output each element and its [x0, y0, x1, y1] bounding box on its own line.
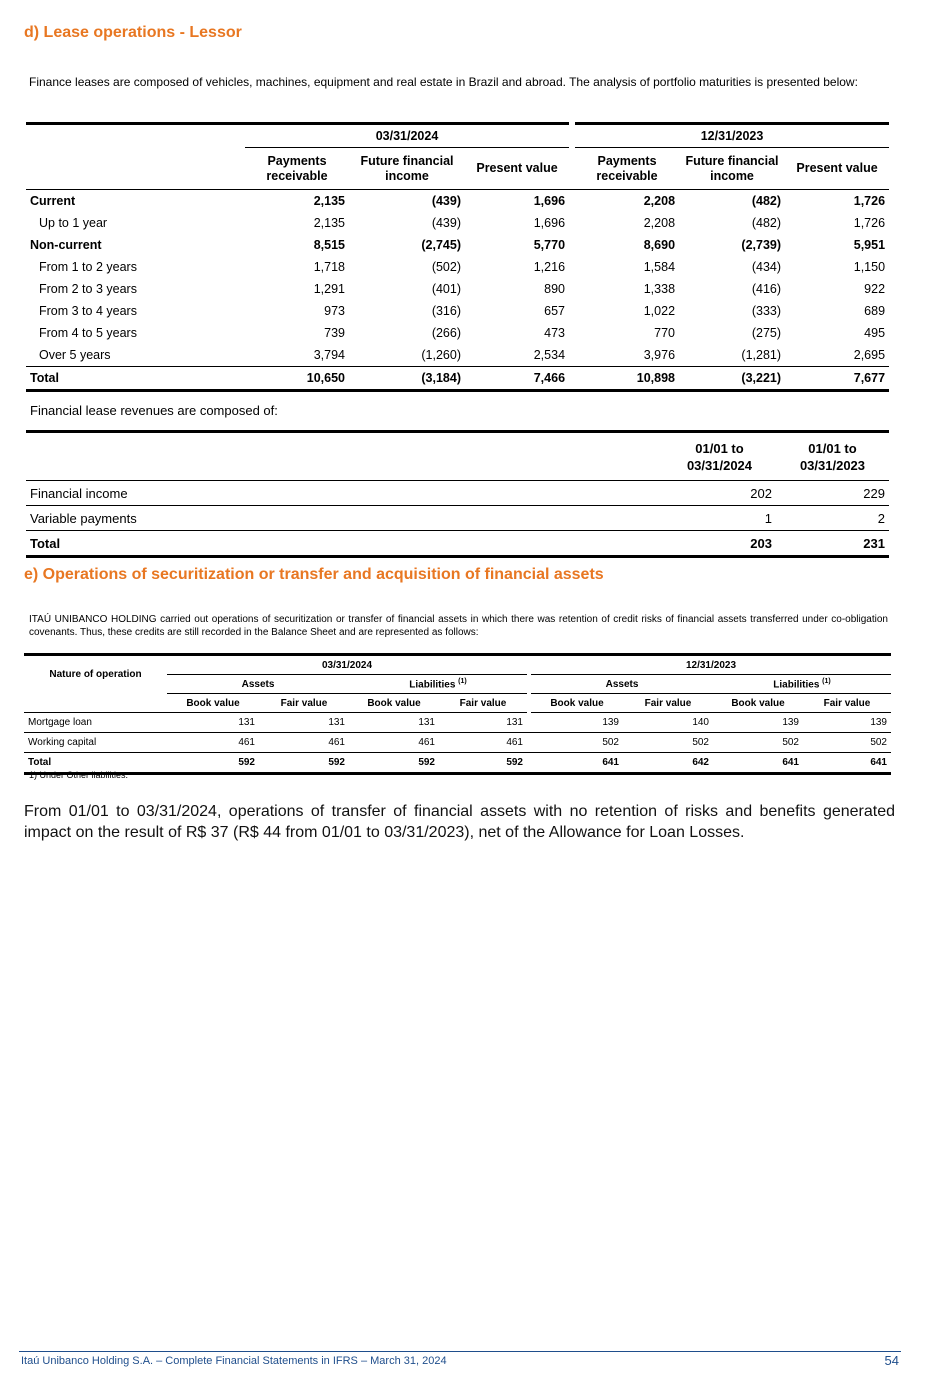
assets-header: Assets [167, 675, 349, 694]
table-row: From 1 to 2 years 1,718 (502) 1,216 1,584 (434) 1,150 [39, 260, 886, 274]
col-future-financial-income: Future financial income [349, 148, 465, 190]
table-row: From 2 to 3 years 1,291 (401) 890 1,338 (416) 922 [39, 282, 886, 296]
liabilities-header: Liabilities $^{(1)}$ [713, 675, 891, 694]
page-number: 54 [884, 1353, 899, 1368]
table-row: Financial income 202 229 [26, 481, 889, 506]
table-row: From 3 to 4 years 973 (316) 657 1,022 (333) 689 [39, 304, 886, 318]
col-book-value: Book value [531, 694, 623, 713]
period-header-2: 12/31/2023 [531, 655, 891, 675]
col-period-2023: 01/01 to 03/31/2023 [776, 432, 889, 481]
table-row: Mortgage loan 131 131 131 131 139 140 139 139 [24, 713, 891, 733]
section-e-intro: ITAÚ UNIBANCO HOLDING carried out operations of securitization or transfer of financial assets in which there was retention of credit risks of financial assets transferred under co-obligation covenants. Thus, these credits are still recorded in the Balance Sheet and are represented as follows: [29, 614, 888, 638]
table-row: Current 2,135 (439) 1,696 2,208 (482) 1,726 [26, 190, 889, 213]
section-d-title: d) Lease operations - Lessor [24, 24, 242, 41]
lease-revenues-table [26, 430, 889, 558]
col-book-value: Book value [349, 694, 439, 713]
footer-divider [19, 1351, 901, 1352]
col-present-value: Present value [785, 148, 889, 190]
table-row: Non-current 8,515 (2,745) 5,770 8,690 (2,739) 5,951 [30, 238, 886, 252]
footer-text: Itaú Unibanco Holding S.A. – Complete Financial Statements in IFRS – March 31, 2024 [21, 1355, 447, 1367]
col-payments-receivable: Payments receivable [245, 148, 349, 190]
securitization-table [24, 653, 891, 775]
period-header-1: 03/31/2024 [245, 124, 569, 148]
section-e-title: e) Operations of securitization or transfer and acquisition of financial assets [24, 566, 604, 583]
table-row: Working capital 461 461 461 461 502 502 502 502 [24, 733, 891, 753]
col-fair-value: Fair value [803, 694, 891, 713]
col-fair-value: Fair value [259, 694, 349, 713]
col-period-2024: 01/01 to 03/31/2024 [663, 432, 776, 481]
table-total-row: Total 10,650 (3,184) 7,466 10,898 (3,221) 7,677 [26, 367, 889, 391]
table-row: Over 5 years 3,794 (1,260) 2,534 3,976 (1,281) 2,695 [39, 348, 886, 362]
col-book-value: Book value [167, 694, 259, 713]
col-payments-receivable: Payments receivable [575, 148, 679, 190]
col-future-financial-income: Future financial income [679, 148, 785, 190]
table-row: Up to 1 year 2,135 (439) 1,696 2,208 (482) 1,726 [39, 216, 886, 230]
conclusion-paragraph: From 01/01 to 03/31/2024, operations of transfer of financial assets with no retention of risks and benefits generated impact on the result of R$ 37 (R$ 44 from 01/01 to 03/31/2023), net of the Allowance for Loan Losses. [24, 803, 895, 841]
table-total-row: Total 203 231 [26, 531, 889, 557]
period-header-2: 12/31/2023 [575, 124, 889, 148]
nature-header: Nature of operation [24, 655, 167, 694]
col-present-value: Present value [465, 148, 569, 190]
table-footnote: 1) Under Other liabilities. [29, 770, 129, 780]
section-d-intro: Finance leases are composed of vehicles, machines, equipment and real estate in Brazil and abroad. The analysis of portfolio maturities is presented below: [29, 75, 858, 89]
lease-maturity-table [26, 122, 889, 392]
period-header-1: 03/31/2024 [167, 655, 527, 675]
liabilities-header: Liabilities $^{(1)}$ [349, 675, 527, 694]
col-book-value: Book value [713, 694, 803, 713]
table-row: From 4 to 5 years 739 (266) 473 770 (275) 495 [39, 326, 886, 340]
table-row: Variable payments 1 2 [30, 510, 885, 526]
assets-header: Assets [531, 675, 713, 694]
table-total-row: Total 592 592 592 592 641 642 641 641 [24, 753, 891, 774]
col-fair-value: Fair value [623, 694, 713, 713]
revenues-intro: Financial lease revenues are composed of: [30, 403, 278, 418]
col-fair-value: Fair value [439, 694, 527, 713]
